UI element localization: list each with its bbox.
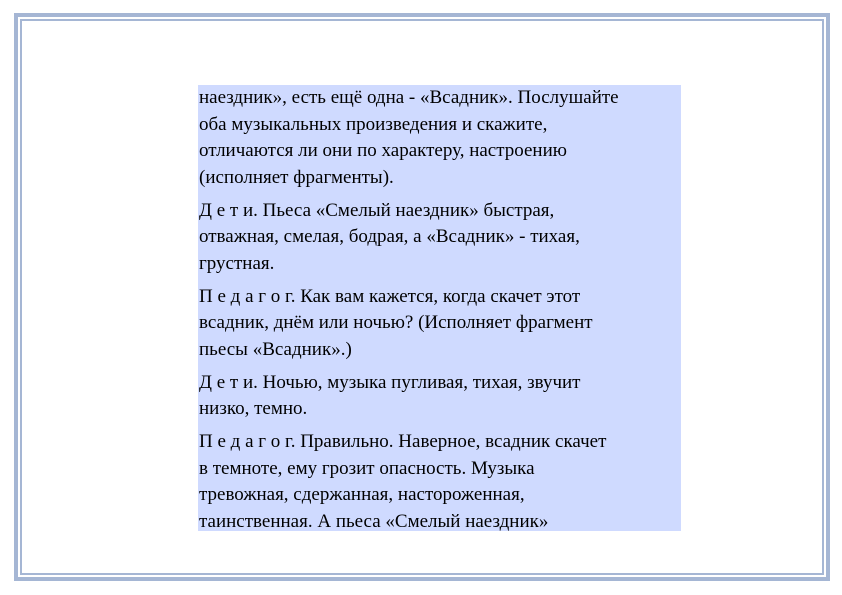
paragraph-teacher-question: П е д а г о г. Как вам кажется, когда скачет этот всадник, днём или ночью? (Исполняет фрагмент пьесы «Всадник».) xyxy=(199,285,593,360)
paragraph-children-answer-1: Д е т и. Пьеса «Смелый наездник» быстрая, отважная, смелая, бодрая, а «Всадник» - тихая, грустная. xyxy=(199,199,580,274)
paragraph-intro: наездник», есть ещё одна - «Всадник». Послушайте оба музыкальных произведения и скажите, отличаются ли они по характеру, настроению (исполняет фрагменты). xyxy=(199,87,619,188)
text-block xyxy=(198,85,681,531)
paragraph-children-answer-2: Д е т и. Ночью, музыка пугливая, тихая, звучит низко, темно. xyxy=(199,371,581,419)
paragraph-teacher-conclusion: П е д а г о г. Правильно. Наверное, всадник скачет в темноте, ему грозит опасность. Музыка тревожная, сдержанная, настороженная, таинственная. А пьеса «Смелый наездник» xyxy=(199,431,607,532)
